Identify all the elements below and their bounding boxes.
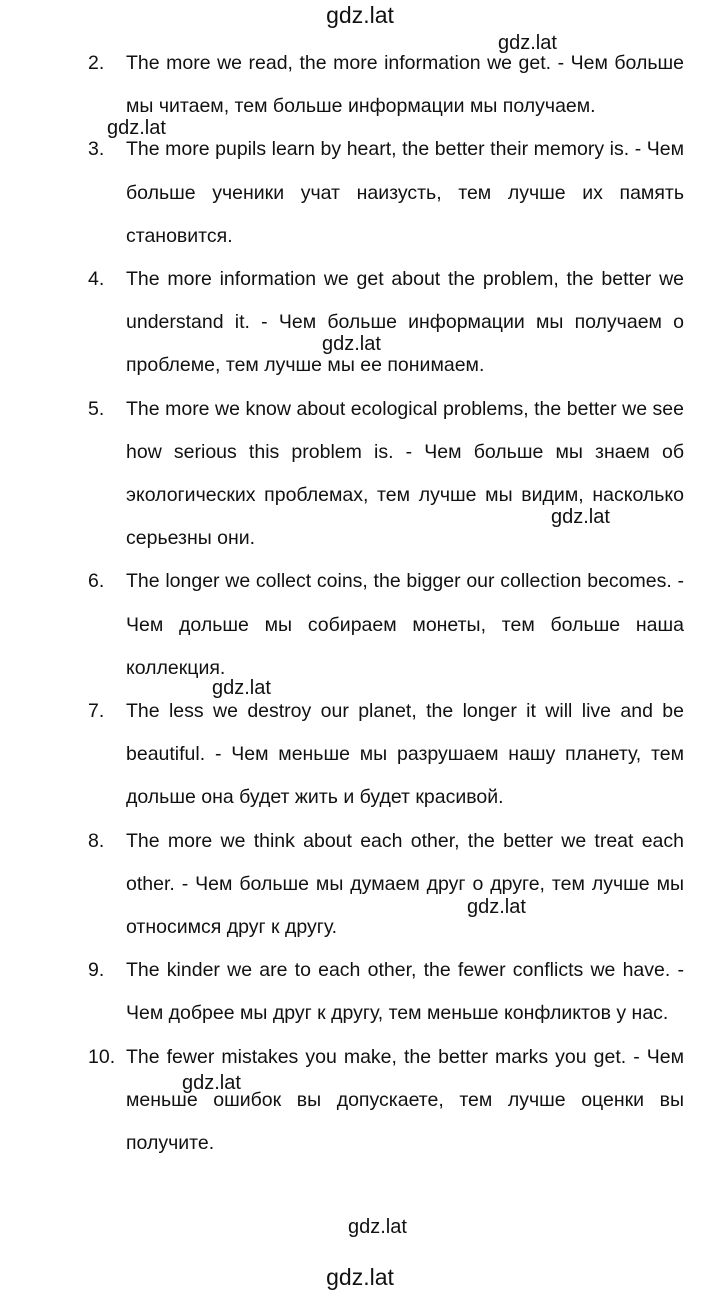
watermark: gdz.lat [182,1072,241,1094]
watermark: gdz.lat [212,677,271,699]
list-item [88,128,684,258]
item-number: 8. [88,829,105,852]
item-number: 3. [88,138,105,161]
item-text: The kinder we are to each other, the fewer conflicts we have. - Чем добрее мы друг к другу, тем меньше конфликтов у нас. [126,959,684,1025]
item-text: The longer we collect coins, the bigger our collection becomes. - Чем дольше мы собираем монеты, тем больше наша коллекция. [126,570,684,679]
item-number: 9. [88,959,105,982]
item-number: 10. [88,1045,116,1068]
watermark: gdz.lat [467,896,526,918]
item-text: The more we know about ecological problems, the better we see how serious this problem is. - Чем больше мы знаем об экологических проблемах, тем лучше мы видим, насколько серьезны они. [126,397,684,550]
item-number: 5. [88,397,105,420]
list-item [88,690,684,820]
item-number: 4. [88,268,105,291]
item-text: The more pupils learn by heart, the better their memory is. - Чем больше ученики учат наизусть, тем лучше их память становится. [126,138,684,247]
watermark: gdz.lat [322,333,381,355]
item-text: The more information we get about the problem, the better we understand it. - Чем больше информации мы получаем о проблеме, тем лучше мы ее понимаем. [126,268,684,377]
watermark: gdz.lat [498,32,557,54]
list-item [88,820,684,950]
list-item [88,949,684,1035]
list-item [88,388,684,561]
item-number: 7. [88,700,105,723]
watermark: gdz.lat [107,117,166,139]
item-number: 6. [88,570,105,593]
item-text: The more we think about each other, the better we treat each other. - Чем больше мы думаем друг о друге, тем лучше мы относимся друг к другу. [126,829,684,939]
answer-list [88,42,684,1165]
list-item [88,258,684,388]
watermark: gdz.lat [348,1216,407,1238]
list-item [88,42,684,128]
item-number: 2. [88,52,105,74]
footer-watermark: gdz.lat [326,1264,394,1290]
item-text: The more we read, the more information we get. - Чем больше мы читаем, тем больше информации мы получаем. [126,52,684,118]
header-watermark: gdz.lat [326,2,394,28]
item-text: The fewer mistakes you make, the better marks you get. - Чем меньше ошибок вы допускаете, тем лучше оценки вы получите. [126,1045,684,1155]
list-item [88,1036,684,1166]
item-text: The less we destroy our planet, the longer it will live and be beautiful. - Чем меньше мы разрушаем нашу планету, тем дольше она будет жить и будет красивой. [126,700,684,809]
list-item [88,560,684,690]
watermark: gdz.lat [551,506,610,528]
